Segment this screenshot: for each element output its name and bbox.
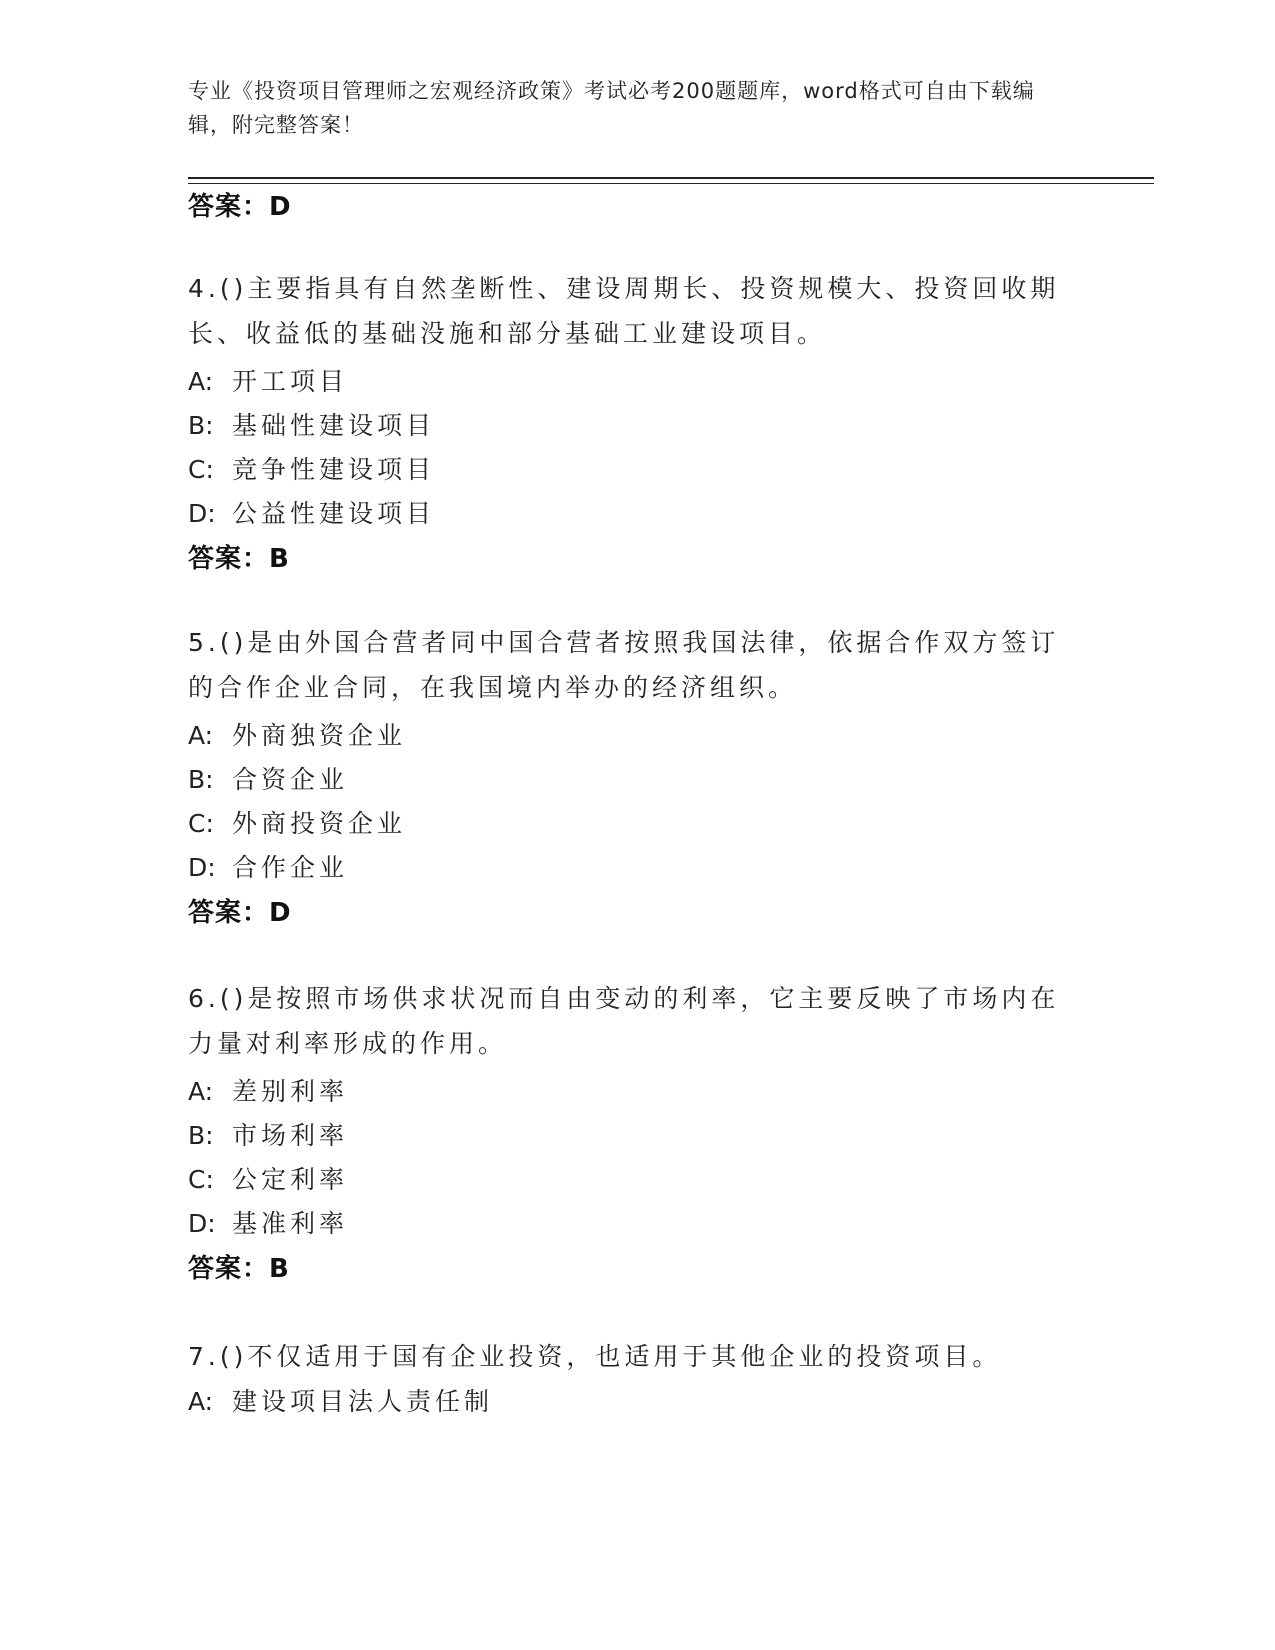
option-text: 公定利率 (232, 1165, 349, 1194)
question-option (188, 1116, 348, 1152)
question-stem: 4.()主要指具有自然垄断性、建设周期长、投资规模大、投资回收期长、收益低的基础没施和部分基础工业建设项目。 (188, 274, 1060, 348)
option-text: 市场利率 (232, 1121, 349, 1150)
question-option (188, 1072, 348, 1108)
header-divider-thin (188, 183, 1154, 184)
option-key: D: (188, 1209, 216, 1238)
question-option (188, 1160, 348, 1196)
question-option (188, 450, 435, 486)
option-text: 差别利率 (232, 1077, 349, 1106)
option-key: C: (188, 1165, 214, 1194)
question-stem: 7.()不仅适用于国有企业投资，也适用于其他企业的投资项目。 (188, 1342, 1002, 1371)
header-divider-thick (188, 177, 1154, 179)
answer-label: 答案：B (188, 1254, 290, 1284)
question-option (188, 760, 348, 796)
option-text: 建设项目法人责任制 (232, 1387, 494, 1416)
question-option (188, 362, 348, 398)
question-option (188, 1382, 493, 1418)
option-key: D: (188, 853, 216, 882)
option-key: B: (188, 765, 214, 794)
option-key: C: (188, 809, 214, 838)
question-stem: 6.()是按照市场供求状况而自由变动的利率，它主要反映了市场内在力量对利率形成的作用。 (188, 984, 1060, 1058)
option-text: 外商独资企业 (232, 721, 407, 750)
option-key: B: (188, 411, 214, 440)
option-text: 基准利率 (232, 1209, 349, 1238)
question-stem: 5.()是由外国合营者同中国合营者按照我国法律，依据合作双方签订的合作企业合同，在我国境内举办的经济组织。 (188, 628, 1060, 702)
question-option (188, 494, 435, 530)
option-key: A: (188, 367, 214, 396)
option-text: 竞争性建设项目 (232, 455, 436, 484)
question-option (188, 1204, 348, 1240)
question-option (188, 804, 406, 840)
option-text: 开工项目 (232, 367, 349, 396)
answer-label: 答案：D (188, 898, 292, 928)
option-key: C: (188, 455, 214, 484)
option-text: 公益性建设项目 (232, 499, 436, 528)
option-text: 合作企业 (232, 853, 349, 882)
option-text: 合资企业 (232, 765, 349, 794)
answer-label: 答案：B (188, 544, 290, 574)
document-header: 专业《投资项目管理师之宏观经济政策》考试必考200题题库，word格式可自由下载编辑，附完整答案！ (188, 79, 1035, 137)
option-key: B: (188, 1121, 214, 1150)
question-option (188, 848, 348, 884)
answer-label: 答案：D (188, 192, 292, 222)
question-option (188, 406, 435, 442)
option-text: 外商投资企业 (232, 809, 407, 838)
option-key: A: (188, 1387, 214, 1416)
option-key: A: (188, 1077, 214, 1106)
question-option (188, 716, 406, 752)
option-text: 基础性建设项目 (232, 411, 436, 440)
option-key: A: (188, 721, 214, 750)
option-key: D: (188, 499, 216, 528)
